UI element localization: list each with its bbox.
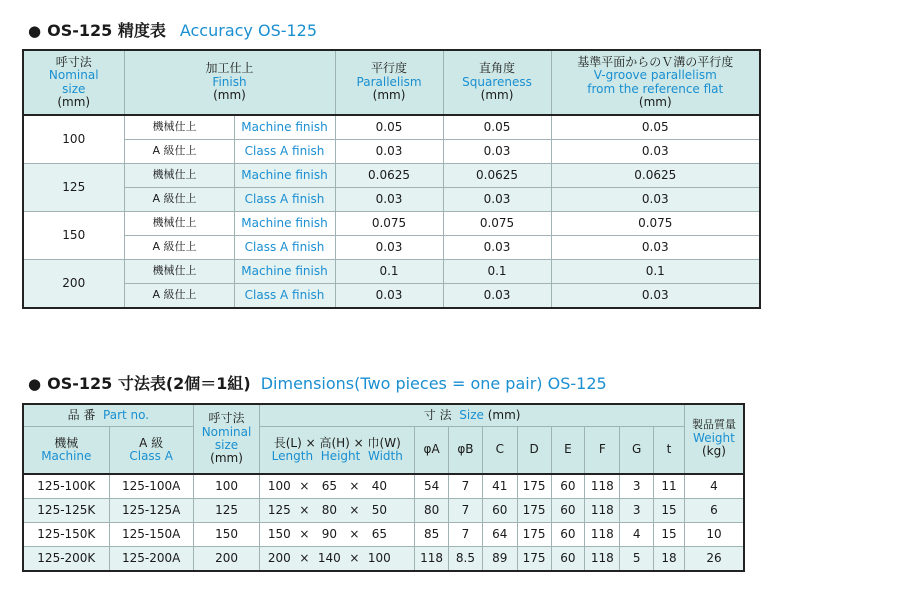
finish-jp-cell: 機械仕上 — [124, 212, 234, 236]
dimension-value-cell: 60 — [551, 523, 585, 547]
machine-part-cell: 125-100K — [23, 474, 109, 499]
finish-en-cell: Machine finish — [234, 164, 335, 188]
header-part-no-jp: 品 番 — [67, 407, 96, 422]
squareness-cell: 0.03 — [443, 236, 551, 260]
header-parallelism-en: Parallelism — [356, 74, 422, 89]
header-nominal-unit: (mm) — [57, 94, 91, 109]
header-height-en: Height — [320, 449, 361, 463]
finish-jp-cell: A 級仕上 — [124, 140, 234, 164]
size-cell: 125 — [23, 164, 124, 212]
dimension-value-cell: 118 — [585, 499, 620, 523]
header-vgroove-en2: from the reference flat — [587, 81, 724, 96]
dimension-value-cell: 118 — [585, 547, 620, 572]
header-col: E — [551, 427, 585, 475]
dimension-value-cell: 175 — [517, 523, 551, 547]
weight-cell: 26 — [684, 547, 744, 572]
header-vgroove-unit: (mm) — [638, 94, 672, 109]
header-finish-en: Finish — [212, 74, 247, 89]
dimension-value-cell: 118 — [415, 547, 449, 572]
vgroove-cell: 0.0625 — [551, 164, 760, 188]
squareness-cell: 0.03 — [443, 284, 551, 309]
finish-jp-cell: A 級仕上 — [124, 188, 234, 212]
header-col: D — [517, 427, 551, 475]
dimension-value-cell: 7 — [449, 474, 483, 499]
header-vgroove-jp: 基準平面からのＶ溝の平行度 — [577, 54, 734, 69]
dimension-value-cell: 64 — [482, 523, 517, 547]
width-value: 40 — [371, 478, 387, 493]
times-sign: × — [349, 478, 360, 493]
bullet-icon: ● — [28, 375, 42, 393]
finish-en-cell: Machine finish — [234, 260, 335, 284]
dimension-value-cell: 60 — [482, 499, 517, 523]
header-nominal-jp: 呼寸法 — [55, 54, 92, 69]
dimension-value-cell: 175 — [517, 499, 551, 523]
dimension-value-cell: 85 — [415, 523, 449, 547]
table-row — [23, 140, 760, 164]
dimension-value-cell: 8.5 — [449, 547, 483, 572]
height-value: 140 — [317, 550, 341, 565]
accuracy-table — [22, 49, 761, 309]
dimensions-title — [28, 371, 607, 394]
dimension-value-cell: 3 — [620, 499, 654, 523]
header-lhw — [260, 427, 415, 475]
times-sign: × — [299, 550, 310, 565]
table-row — [23, 284, 760, 309]
header-part-no — [23, 404, 193, 427]
height-value: 80 — [321, 502, 337, 517]
header-machine-en: Machine — [41, 449, 92, 463]
header-size-unit: (mm) — [487, 407, 521, 422]
header-col: G — [620, 427, 654, 475]
bullet-icon: ● — [28, 22, 42, 40]
finish-en-cell: Machine finish — [234, 212, 335, 236]
lhw-cell — [260, 474, 415, 499]
parallelism-cell: 0.1 — [335, 260, 443, 284]
dimension-value-cell: 15 — [654, 499, 685, 523]
nominal-size-cell: 200 — [193, 547, 260, 572]
dimension-value-cell: 118 — [585, 523, 620, 547]
header-weight-en: Weight — [693, 430, 735, 445]
header-col: t — [654, 427, 685, 475]
header-length-en: Length — [271, 449, 314, 463]
weight-cell: 4 — [684, 474, 744, 499]
machine-part-cell: 125-125K — [23, 499, 109, 523]
table-row — [23, 547, 744, 572]
finish-jp-cell: A 級仕上 — [124, 236, 234, 260]
parallelism-cell: 0.03 — [335, 236, 443, 260]
dimension-value-cell: 41 — [482, 474, 517, 499]
squareness-cell: 0.05 — [443, 115, 551, 140]
vgroove-cell: 0.1 — [551, 260, 760, 284]
accuracy-title — [28, 18, 317, 41]
parallelism-cell: 0.03 — [335, 284, 443, 309]
header-lhw-jp: 長(L) × 高(H) × 巾(W) — [273, 435, 401, 450]
dimension-value-cell: 175 — [517, 474, 551, 499]
width-value: 50 — [371, 502, 387, 517]
header-parallelism — [335, 50, 443, 115]
dimensions-title-en: Dimensions(Two pieces = one pair) OS-125 — [260, 374, 607, 393]
header-col: F — [585, 427, 620, 475]
finish-en-cell: Class A finish — [234, 284, 335, 309]
header-nominal-en2: size — [214, 438, 239, 452]
header-squareness-unit: (mm) — [480, 88, 514, 103]
finish-en-cell: Class A finish — [234, 140, 335, 164]
class-a-part-cell: 125-125A — [109, 499, 193, 523]
header-nominal-size — [193, 404, 260, 474]
dimension-value-cell: 15 — [654, 523, 685, 547]
header-col: φB — [449, 427, 483, 475]
length-value: 100 — [267, 478, 291, 493]
size-cell: 100 — [23, 115, 124, 164]
nominal-size-cell: 150 — [193, 523, 260, 547]
dimension-value-cell: 7 — [449, 499, 483, 523]
header-squareness-en: Squareness — [462, 74, 532, 89]
header-machine-jp: 機械 — [54, 435, 79, 450]
header-width-en: Width — [368, 449, 403, 463]
header-squareness — [443, 50, 551, 115]
dimension-value-cell: 80 — [415, 499, 449, 523]
finish-jp-cell: 機械仕上 — [124, 115, 234, 140]
dimensions-table — [22, 403, 745, 572]
header-weight-jp: 製品質量 — [691, 418, 736, 432]
table-row — [23, 474, 744, 499]
header-parallelism-jp: 平行度 — [371, 61, 408, 76]
finish-en-cell: Class A finish — [234, 188, 335, 212]
machine-part-cell: 125-150K — [23, 523, 109, 547]
size-cell: 150 — [23, 212, 124, 260]
header-size-jp: 寸 法 — [423, 407, 452, 422]
header-nominal-en: Nominal — [48, 68, 99, 83]
header-part-no-en: Part no. — [103, 407, 150, 422]
vgroove-cell: 0.03 — [551, 284, 760, 309]
dimension-value-cell: 54 — [415, 474, 449, 499]
header-vgroove — [551, 50, 760, 115]
table-row — [23, 164, 760, 188]
header-nominal-en: Nominal — [201, 424, 252, 439]
table-row — [23, 499, 744, 523]
length-value: 125 — [267, 502, 291, 517]
header-weight-unit: (kg) — [701, 444, 726, 459]
times-sign: × — [299, 526, 310, 541]
header-squareness-jp: 直角度 — [479, 61, 516, 76]
times-sign: × — [349, 526, 360, 541]
lhw-cell — [260, 499, 415, 523]
parallelism-cell: 0.075 — [335, 212, 443, 236]
parallelism-cell: 0.0625 — [335, 164, 443, 188]
dimension-value-cell: 175 — [517, 547, 551, 572]
squareness-cell: 0.03 — [443, 188, 551, 212]
header-nominal-en2: size — [62, 81, 86, 96]
header-class-a-jp: A 級 — [139, 435, 164, 450]
length-value: 150 — [267, 526, 291, 541]
header-nominal-unit: (mm) — [210, 451, 243, 466]
dimension-value-cell: 3 — [620, 474, 654, 499]
height-value: 65 — [321, 478, 337, 493]
dimension-value-cell: 60 — [551, 499, 585, 523]
dimension-value-cell: 7 — [449, 523, 483, 547]
vgroove-cell: 0.03 — [551, 236, 760, 260]
dimension-value-cell: 18 — [654, 547, 685, 572]
times-sign: × — [299, 502, 310, 517]
table-row — [23, 212, 760, 236]
header-col: φA — [415, 427, 449, 475]
header-finish — [124, 50, 335, 115]
header-col: C — [482, 427, 517, 475]
header-nominal-jp: 呼寸法 — [208, 411, 245, 426]
header-weight — [684, 404, 744, 474]
vgroove-cell: 0.03 — [551, 140, 760, 164]
class-a-part-cell: 125-100A — [109, 474, 193, 499]
dimension-value-cell: 89 — [482, 547, 517, 572]
dimension-value-cell: 118 — [585, 474, 620, 499]
parallelism-cell: 0.05 — [335, 115, 443, 140]
vgroove-cell: 0.05 — [551, 115, 760, 140]
size-cell: 200 — [23, 260, 124, 309]
header-finish-unit: (mm) — [213, 88, 246, 103]
parallelism-cell: 0.03 — [335, 188, 443, 212]
finish-jp-cell: 機械仕上 — [124, 164, 234, 188]
class-a-part-cell: 125-200A — [109, 547, 193, 572]
dimensions-title-jp: OS-125 寸法表(2個＝1組) — [47, 374, 251, 393]
squareness-cell: 0.1 — [443, 260, 551, 284]
header-parallelism-unit: (mm) — [372, 88, 406, 103]
squareness-cell: 0.0625 — [443, 164, 551, 188]
lhw-cell — [260, 547, 415, 572]
lhw-cell — [260, 523, 415, 547]
accuracy-title-en: Accuracy OS-125 — [179, 21, 318, 40]
header-class-a — [109, 427, 193, 475]
finish-en-cell: Machine finish — [234, 115, 335, 140]
parallelism-cell: 0.03 — [335, 140, 443, 164]
finish-en-cell: Class A finish — [234, 236, 335, 260]
accuracy-title-jp: OS-125 精度表 — [47, 21, 166, 40]
header-nominal-size — [23, 50, 124, 115]
squareness-cell: 0.03 — [443, 140, 551, 164]
header-size-en: Size — [459, 407, 484, 422]
times-sign: × — [349, 502, 360, 517]
times-sign: × — [349, 550, 360, 565]
table-row — [23, 236, 760, 260]
header-finish-jp: 加工仕上 — [205, 61, 254, 76]
finish-jp-cell: A 級仕上 — [124, 284, 234, 309]
length-value: 200 — [267, 550, 291, 565]
times-sign: × — [299, 478, 310, 493]
dimension-value-cell: 4 — [620, 523, 654, 547]
dimension-value-cell: 5 — [620, 547, 654, 572]
height-value: 90 — [321, 526, 337, 541]
table-row — [23, 188, 760, 212]
weight-cell: 6 — [684, 499, 744, 523]
vgroove-cell: 0.03 — [551, 188, 760, 212]
table-row — [23, 523, 744, 547]
header-machine — [23, 427, 109, 475]
machine-part-cell: 125-200K — [23, 547, 109, 572]
header-vgroove-en: V-groove parallelism — [593, 68, 717, 83]
width-value: 65 — [371, 526, 387, 541]
squareness-cell: 0.075 — [443, 212, 551, 236]
header-size — [260, 404, 685, 427]
finish-jp-cell: 機械仕上 — [124, 260, 234, 284]
header-class-a-en: Class A — [129, 449, 173, 463]
table-row — [23, 115, 760, 140]
vgroove-cell: 0.075 — [551, 212, 760, 236]
class-a-part-cell: 125-150A — [109, 523, 193, 547]
nominal-size-cell: 125 — [193, 499, 260, 523]
nominal-size-cell: 100 — [193, 474, 260, 499]
weight-cell: 10 — [684, 523, 744, 547]
table-row — [23, 260, 760, 284]
dimension-value-cell: 60 — [551, 547, 585, 572]
dimension-value-cell: 60 — [551, 474, 585, 499]
width-value: 100 — [367, 550, 391, 565]
dimension-value-cell: 11 — [654, 474, 685, 499]
